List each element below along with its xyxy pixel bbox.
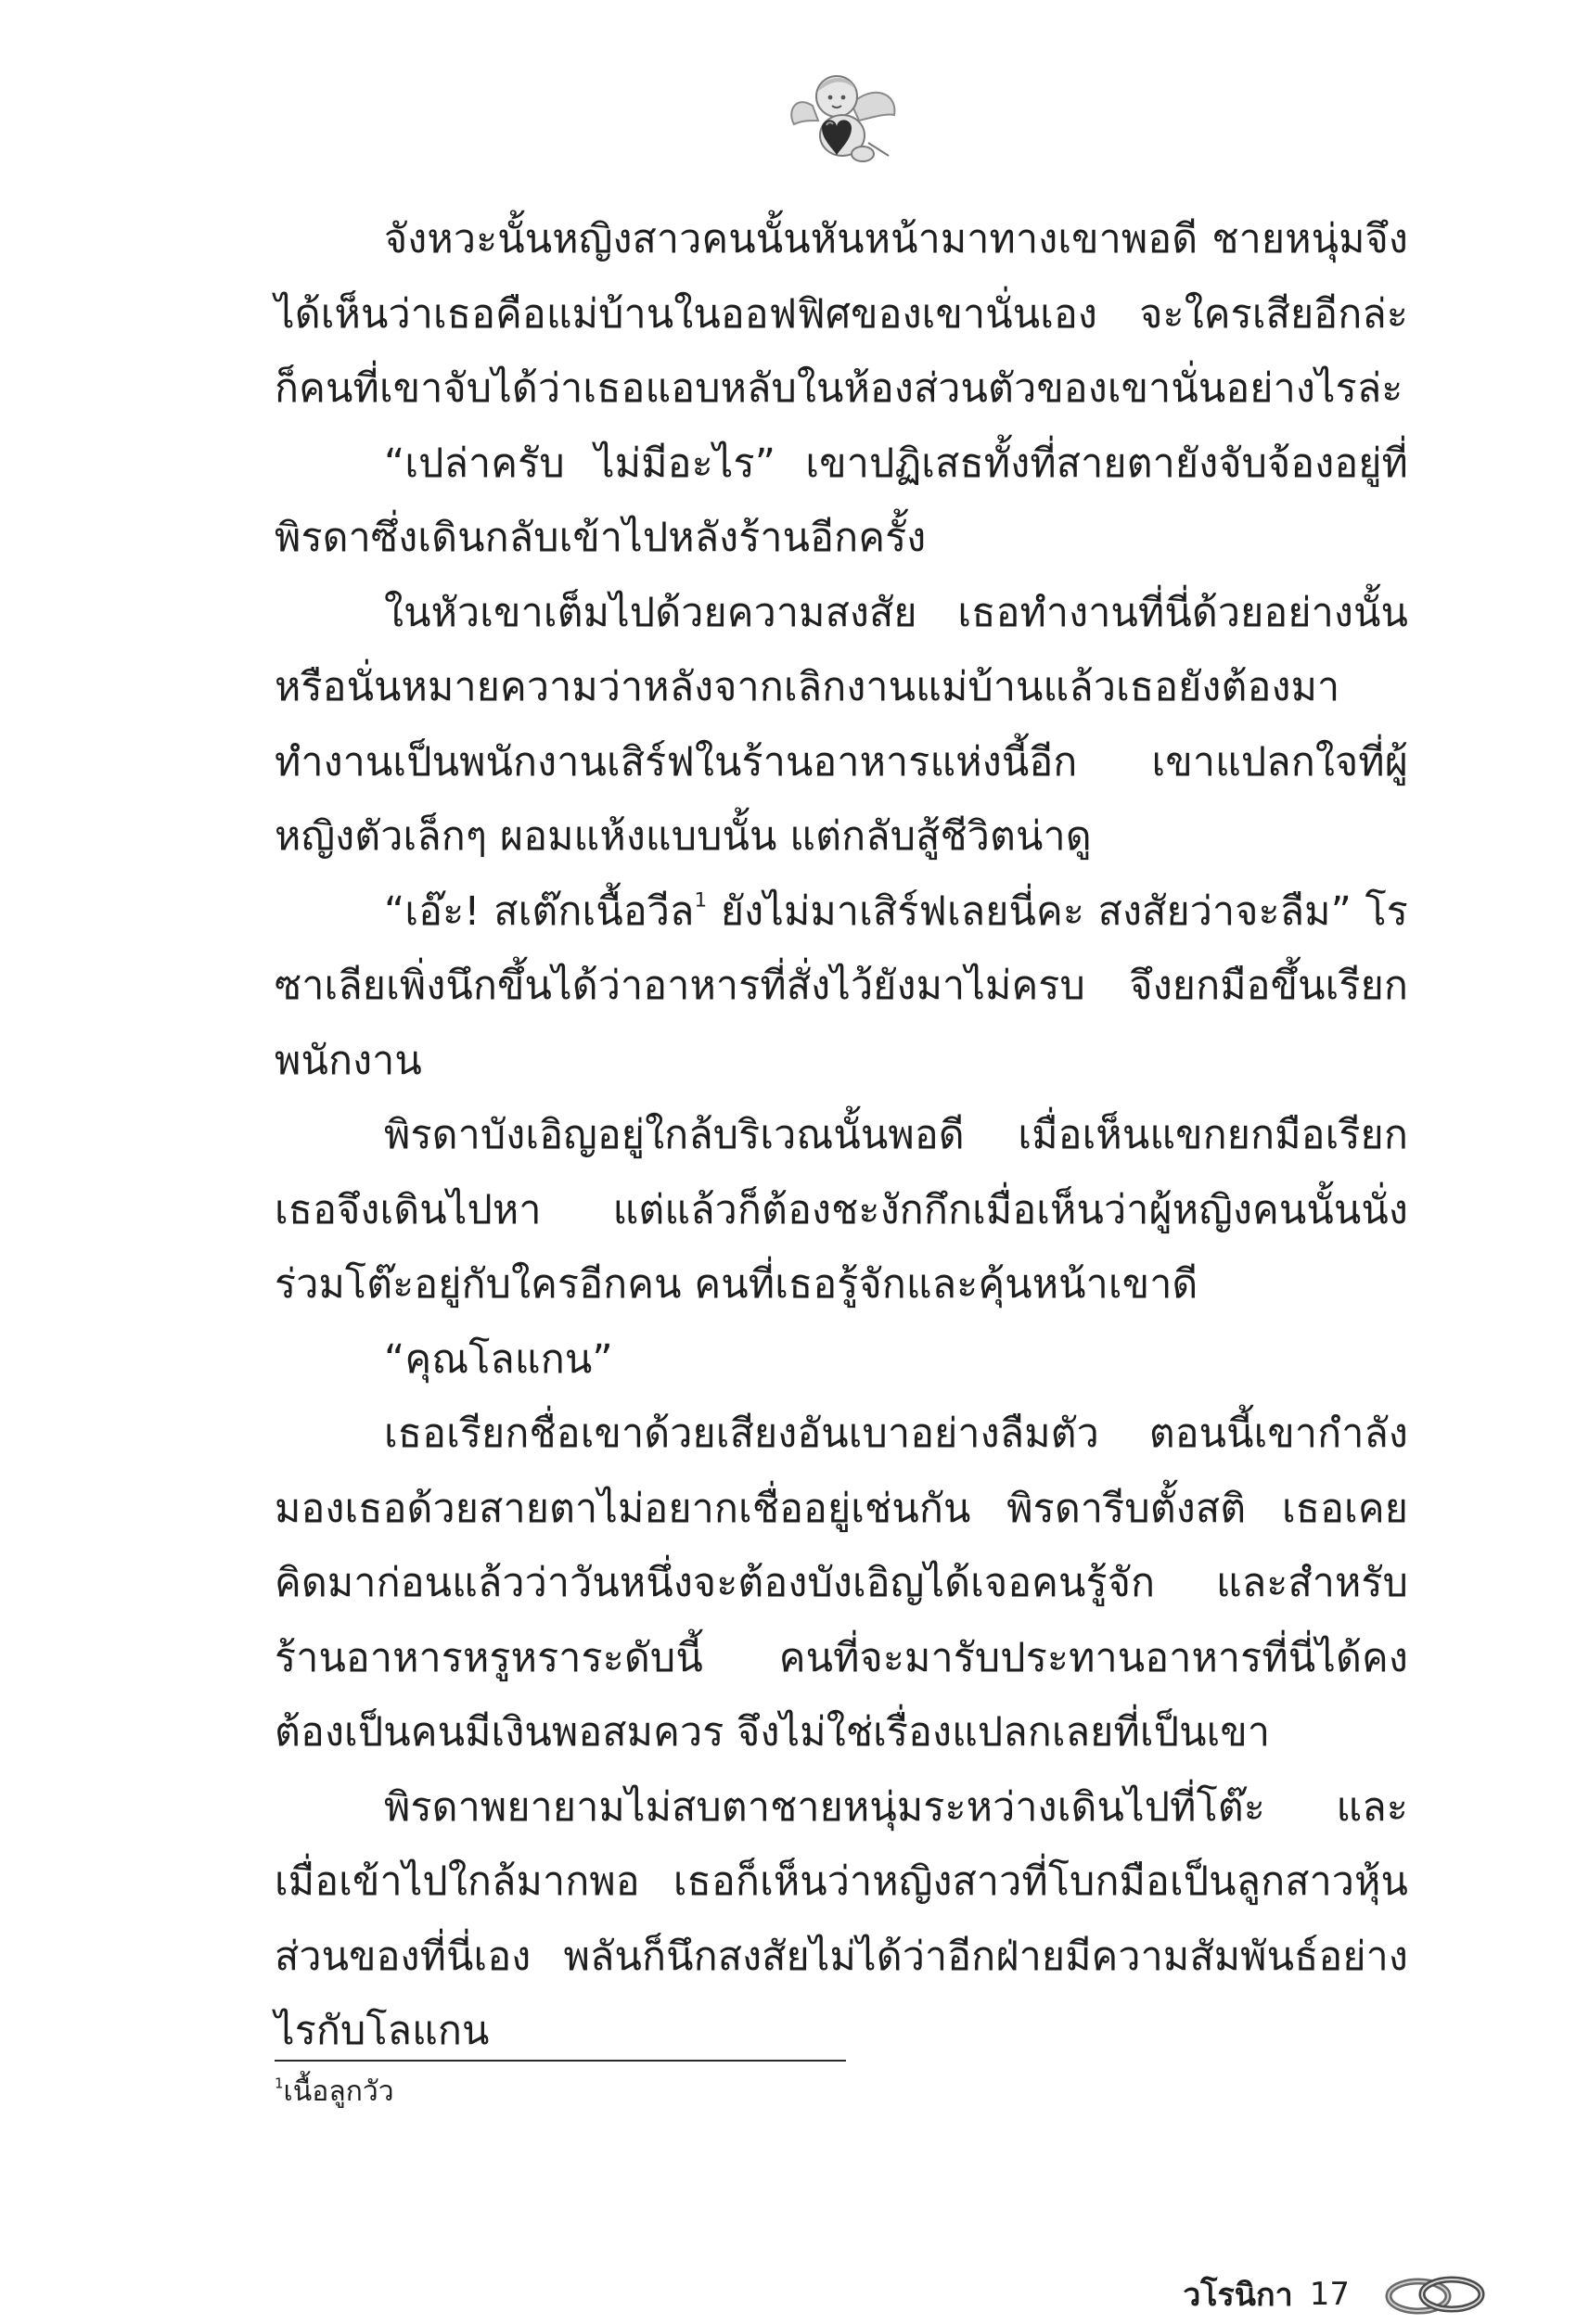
book-title: วโรนิกา <box>1183 2277 1293 2314</box>
footnote-divider <box>275 2060 846 2062</box>
footnote-reference[interactable]: 1 <box>694 888 708 913</box>
paragraph: เธอเรียกชื่อเขาด้วยเสียงอันเบาอย่างลืมตัว ตอนนี้เขากำลังมองเธอด้วยสายตาไม่อยากเชื่ออยู่เช่นกัน พิรดารีบตั้งสติ เธอเคยคิดมาก่อนแล้วว่าวันหนึ่งจะต้องบังเอิญได้เจอคนรู้จัก และสำหรับร้านอาหารหรูหราระดับนี้ คนที่จะมารับประทานอาหารที่นี่ได้คงต้องเป็นคนมีเงินพอสมควร จึงไม่ใช่เรื่องแปลกเลยที่เป็นเขา <box>275 1411 1408 1756</box>
paragraph-with-footnote-ref <box>275 875 1408 1099</box>
footnote-marker: 1 <box>275 2075 284 2092</box>
page-number: 17 <box>1309 2276 1350 2313</box>
paragraph: พิรดาพยายามไม่สบตาชายหนุ่มระหว่างเดินไปที่โต๊ะ และเมื่อเข้าไปใกล้มากพอ เธอก็เห็นว่าหญิงสาวที่โบกมือเป็นลูกสาวหุ้นส่วนของที่นี่เอง พลันก็นึกสงสัยไม่ได้ว่าอีกฝ่ายมีความสัมพันธ์อย่างไรกับโลแกน <box>275 1783 1408 2054</box>
page-footer <box>1183 2267 1487 2322</box>
wedding-rings-icon <box>1383 2268 1487 2320</box>
paragraph-text-after: ยังไม่มาเสิร์ฟเลยนี่คะ สงสัยว่าจะลืม” โรซาเลียเพิ่งนึกขึ้นได้ว่าอาหารที่สั่งไว้ยังมาไม่ครบ จึงยกมือขึ้นเรียกพนักงาน <box>275 887 1408 1084</box>
footnote <box>275 2074 394 2111</box>
paragraph: จังหวะนั้นหญิงสาวคนนั้นหันหน้ามาทางเขาพอดี ชายหนุ่มจึงได้เห็นว่าเธอคือแม่บ้านในออฟฟิศของเขานั่นเอง จะใครเสียอีกล่ะ ก็คนที่เขาจับได้ว่าเธอแอบหลับในห้องส่วนตัวของเขานั่นอย่างไรล่ะ <box>275 216 1408 412</box>
paragraph: ในหัวเขาเต็มไปด้วยความสงสัย เธอทำงานที่นี่ด้วยอย่างนั้นหรือนั่นหมายความว่าหลังจากเลิกงานแม่บ้านแล้วเธอยังต้องมาทำงานเป็นพนักงานเสิร์ฟในร้านอาหารแห่งนี้อีก เขาแปลกใจที่ผู้หญิงตัวเล็กๆ ผอมแห้งแบบนั้น แต่กลับสู้ชีวิตน่าดู <box>275 589 1408 860</box>
footnote-text: เนื้อลูกวัว <box>283 2075 394 2108</box>
paragraph: พิรดาบังเอิญอยู่ใกล้บริเวณนั้นพอดี เมื่อเห็นแขกยกมือเรียกเธอจึงเดินไปหา แต่แล้วก็ต้องชะงักกึกเมื่อเห็นว่าผู้หญิงคนนั้นนั่งร่วมโต๊ะอยู่กับใครอีกคน คนที่เธอรู้จักและคุ้นหน้าเขาดี <box>275 1112 1408 1308</box>
body-text <box>275 202 1408 2069</box>
cherub-holding-heart-icon <box>785 67 905 169</box>
paragraph: “คุณโลแกน” <box>384 1335 613 1383</box>
paragraph: “เปล่าครับ ไม่มีอะไร” เขาปฏิเสธทั้งที่สายตายังจับจ้องอยู่ที่พิรดาซึ่งเดินกลับเข้าไปหลังร้านอีกครั้ง <box>275 440 1408 561</box>
paragraph-text-before: “เอ๊ะ! สเต๊กเนื้อวีล <box>384 887 695 935</box>
